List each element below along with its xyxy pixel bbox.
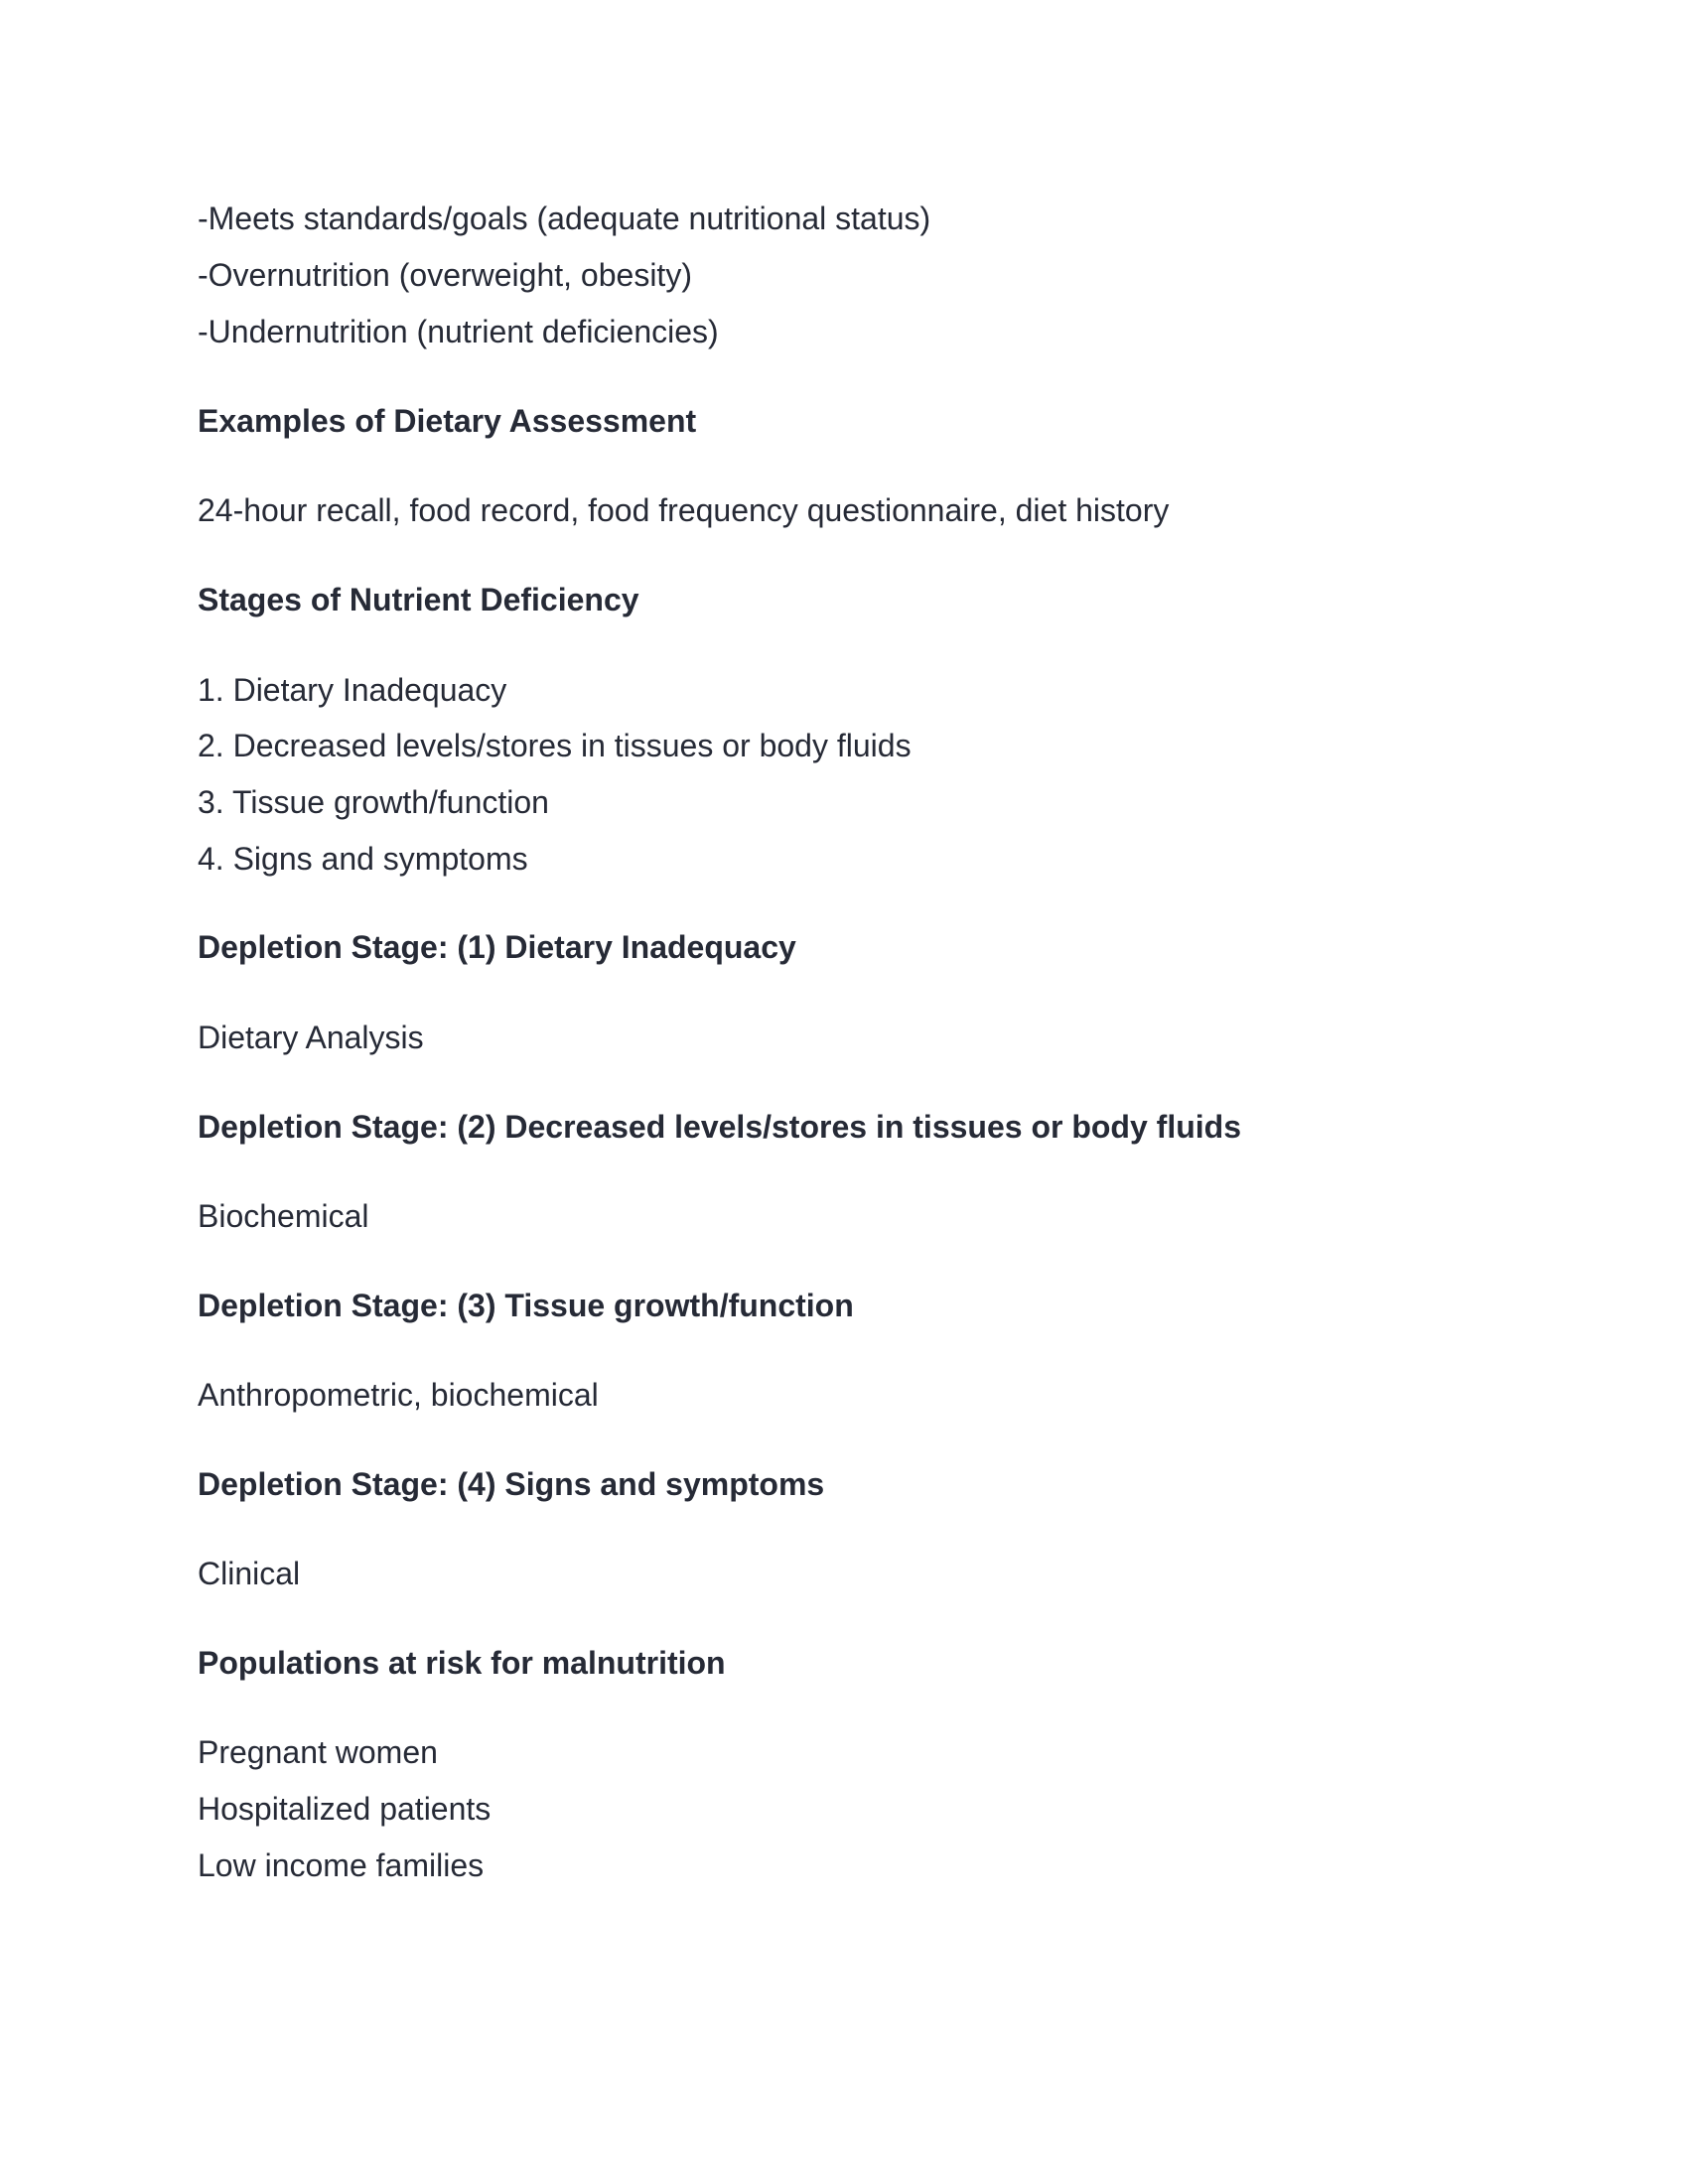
- section-heading: Stages of Nutrient Deficiency: [198, 582, 639, 617]
- section-heading: Depletion Stage: (4) Signs and symptoms: [198, 1466, 825, 1502]
- numbered-list-item: 1. Dietary Inadequacy: [198, 672, 507, 708]
- section-heading: Depletion Stage: (2) Decreased levels/stores in tissues or body fluids: [198, 1109, 1241, 1145]
- numbered-list-item: 3. Tissue growth/function: [198, 784, 549, 820]
- intro-list-item: -Meets standards/goals (adequate nutritional status): [198, 201, 931, 236]
- intro-list-item: -Overnutrition (overweight, obesity): [198, 257, 692, 293]
- section-heading: Depletion Stage: (1) Dietary Inadequacy: [198, 929, 796, 965]
- body-text: Dietary Analysis: [198, 1020, 424, 1055]
- section-heading: Examples of Dietary Assessment: [198, 403, 697, 439]
- body-text: Biochemical: [198, 1198, 369, 1234]
- section-heading: Populations at risk for malnutrition: [198, 1645, 726, 1681]
- body-text: 24-hour recall, food record, food frequency questionnaire, diet history: [198, 492, 1170, 528]
- numbered-list-item: 4. Signs and symptoms: [198, 841, 528, 877]
- section-heading: Depletion Stage: (3) Tissue growth/function: [198, 1288, 854, 1323]
- list-item: Hospitalized patients: [198, 1791, 492, 1827]
- numbered-list-item: 2. Decreased levels/stores in tissues or body fluids: [198, 728, 912, 763]
- intro-list-item: -Undernutrition (nutrient deficiencies): [198, 314, 719, 349]
- list-item: Pregnant women: [198, 1734, 438, 1770]
- body-text: Clinical: [198, 1556, 301, 1591]
- body-text: Anthropometric, biochemical: [198, 1377, 599, 1413]
- list-item: Low income families: [198, 1847, 485, 1883]
